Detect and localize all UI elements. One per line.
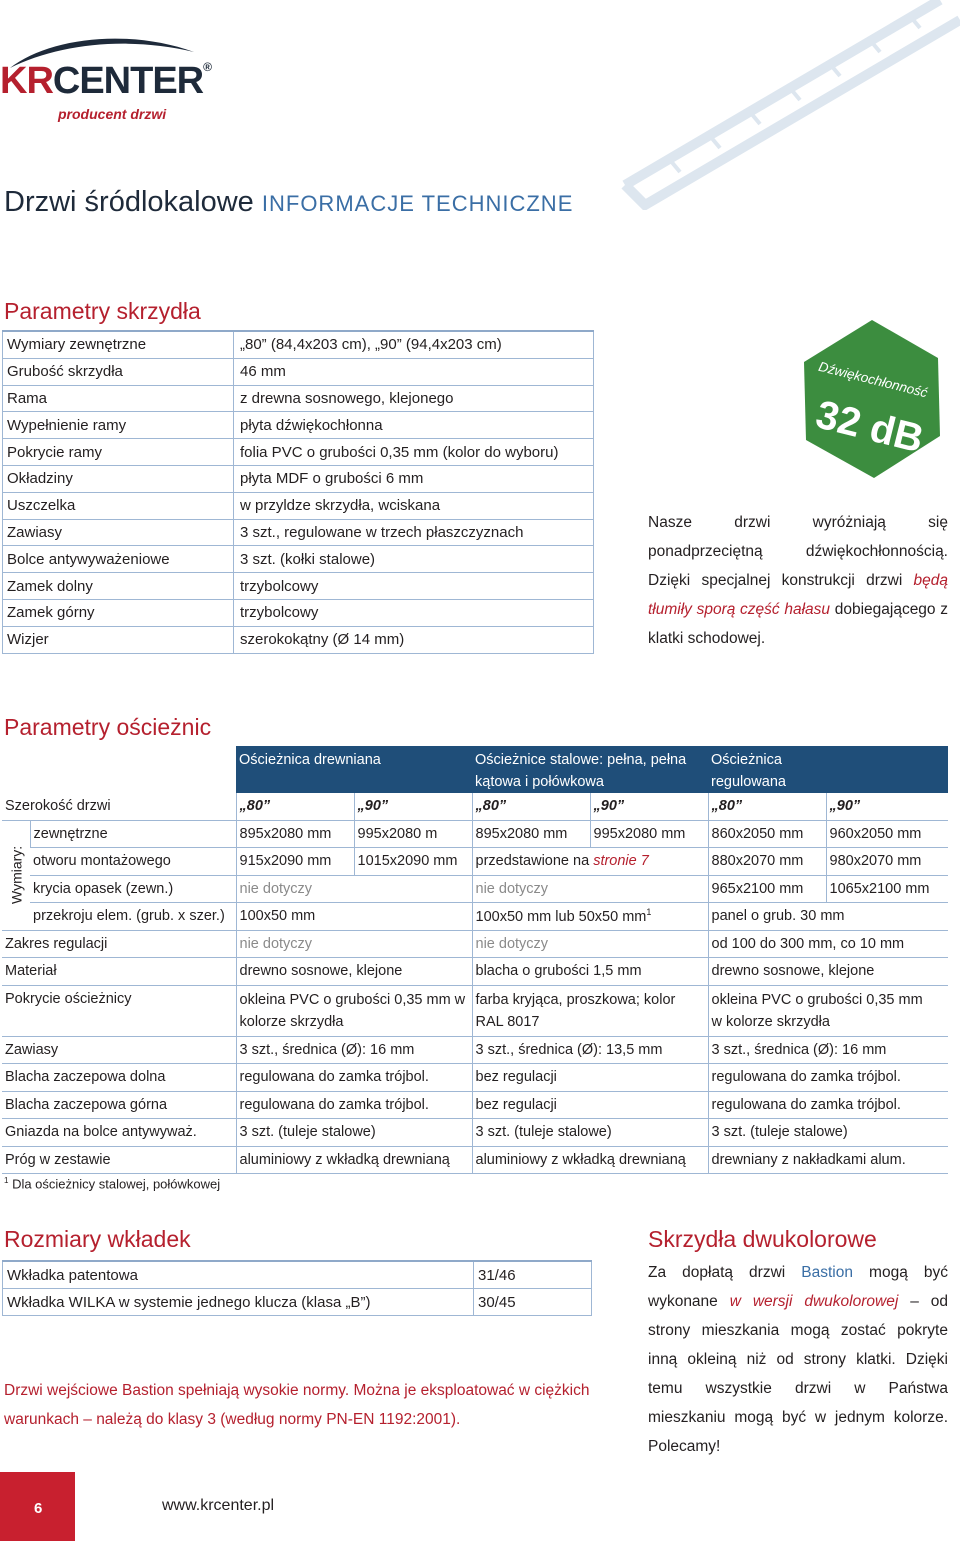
soundproofing-badge <box>792 316 952 486</box>
table-row: Zakres regulacji nie dotyczy nie dotyczy od 100 do 300 mm, co 10 mm <box>2 930 948 958</box>
wymiary-label: Wymiary: <box>2 820 30 930</box>
table-header-row <box>2 746 948 793</box>
bastion-norms-note: Drzwi wejściowe Bastion spełniają wysokie normy. Można je eksploatować w ciężkich warunkach – należą do klasy 3 (według normy PN-EN 1192:2001). <box>4 1382 590 1428</box>
badge-value: 32 dB <box>811 392 928 462</box>
logo: KRCENTER® <box>0 60 211 102</box>
logo-tagline: producent drzwi <box>58 106 167 122</box>
table-row: Okładziny płyta MDF o grubości 6 mm <box>3 465 594 492</box>
table-row: Wypełnienie ramy płyta dźwiękochłonna <box>3 412 594 439</box>
col-head-steel: Ościeżnice stalowe: pełna, pełna kątowa i połówkowa <box>472 746 708 793</box>
page-number-box <box>0 1472 75 1541</box>
table-row: Wymiary: zewnętrzne 895x2080 mm 995x2080 m 895x2080 mm 995x2080 mm 860x2050 mm 960x2050 mm <box>2 820 948 848</box>
website-link[interactable]: www.krcenter.pl <box>162 1497 275 1514</box>
table-row: Grubość skrzydła 46 mm <box>3 358 594 385</box>
table-row: Uszczelka w przyldze skrzydła, wciskana <box>3 492 594 519</box>
section-heading-skrzydla: Parametry skrzydła <box>4 298 201 324</box>
table-row: Blacha zaczepowa dolna regulowana do zamka trójbol. bez regulacji regulowana do zamka trójbol. <box>2 1064 948 1092</box>
table-row: Rama z drewna sosnowego, klejonego <box>3 385 594 412</box>
table-row: otworu montażowego 915x2090 mm 1015x2090 mm przedstawione na stronie 7 880x2070 mm 980x2070 mm <box>2 848 948 876</box>
table-row: Szerokość drzwi „80” „90” „80” „90” „80” „90” <box>2 793 948 820</box>
table-row: Bolce antywyważeniowe 3 szt. (kołki stalowe) <box>3 546 594 573</box>
table-row: Zamek górny trzybolcowy <box>3 599 594 626</box>
table-row: Zamek dolny trzybolcowy <box>3 573 594 600</box>
skrzydla-table <box>2 330 594 654</box>
page-number: 6 <box>34 1500 43 1517</box>
col-head-wood: Ościeżnica drewniana <box>236 746 472 793</box>
table-row: Wizjer szerokokątny (Ø 14 mm) <box>3 626 594 653</box>
table-row: Wkładka WILKA w systemie jednego klucza (klasa „B”) 30/45 <box>3 1289 592 1316</box>
table-row: Pokrycie ramy folia PVC o grubości 0,35 mm (kolor do wyboru) <box>3 439 594 466</box>
col-head-reg: Ościeżnica regulowana <box>708 746 948 793</box>
table-row: Wkładka patentowa 31/46 <box>3 1261 592 1289</box>
oscieznic-table-wrap <box>2 746 948 1174</box>
table-row: Próg w zestawie aluminiowy z wkładką drewnianą aluminiowy z wkładką drewnianą drewniany z nakładkami alum. <box>2 1146 948 1174</box>
badge-label: Dźwiękochłonność <box>817 358 930 401</box>
page-title: Drzwi śródlokalowe INFORMACJE TECHNICZNE <box>4 186 574 218</box>
page-reference-link[interactable]: stronie 7 <box>593 853 649 870</box>
section-heading-wkladki: Rozmiary wkładek <box>4 1226 191 1252</box>
table-row: Blacha zaczepowa górna regulowana do zamka trójbol. bez regulacji regulowana do zamka trójbol. <box>2 1091 948 1119</box>
table-row: Zawiasy 3 szt., regulowane w trzech płaszczyznach <box>3 519 594 546</box>
ruler-icon <box>600 0 960 210</box>
table-row: Zawiasy 3 szt., średnica (Ø): 16 mm 3 szt., średnica (Ø): 13,5 mm 3 szt., średnica (Ø): 16 mm <box>2 1036 948 1064</box>
wkladki-table <box>2 1260 592 1316</box>
table-row: Materiał drewno sosnowe, klejone blacha o grubości 1,5 mm drewno sosnowe, klejone <box>2 958 948 986</box>
soundproofing-paragraph: Nasze drzwi wyróżniają się ponadprzeciętną dźwiękochłonnością. Dzięki specjalnej konstrukcji drzwi będą tłumiły sporą część hałasu dobiegającego z klatki schodowej. <box>648 514 948 647</box>
dwukolorowe-paragraph: Za dopłatą drzwi Bastion mogą być wykonane w wersji dwukolorowej – od strony mieszkania mogą zostać pokryte inną okleiną niż od strony klatki. Dzięki temu wszystkie drzwi w Państwa mieszkaniu mogą być w jednym kolorze. Polecamy! <box>648 1264 948 1455</box>
table-row: krycia opasek (zewn.) nie dotyczy nie dotyczy 965x2100 mm 1065x2100 mm <box>2 875 948 903</box>
table-row: Wymiary zewnętrzne „80” (84,4x203 cm), „90” (94,4x203 cm) <box>3 331 594 358</box>
table-row: Pokrycie ościeżnicy okleina PVC o grubości 0,35 mm w kolorze skrzydła farba kryjąca, proszkowa; kolor RAL 8017 okleina PVC o grubości 0,35 mm w kolorze skrzydła <box>2 985 948 1036</box>
footnote: $^1$ Dla ościeżnicy stalowej, połówkowej <box>4 1176 221 1192</box>
section-heading-dwukolorowe: Skrzydła dwukolorowe <box>648 1226 877 1252</box>
section-heading-oscieznic: Parametry ościeżnic <box>4 714 212 740</box>
table-row: przekroju elem. (grub. x szer.) 100x50 mm 100x50 mm lub 50x50 $mm^1$ panel o grub. 30 mm <box>2 903 948 931</box>
table-row: Gniazda na bolce antywyważ. 3 szt. (tuleje stalowe) 3 szt. (tuleje stalowe) 3 szt. (tuleje stalowe) <box>2 1119 948 1147</box>
oscieznic-table <box>2 746 948 1174</box>
